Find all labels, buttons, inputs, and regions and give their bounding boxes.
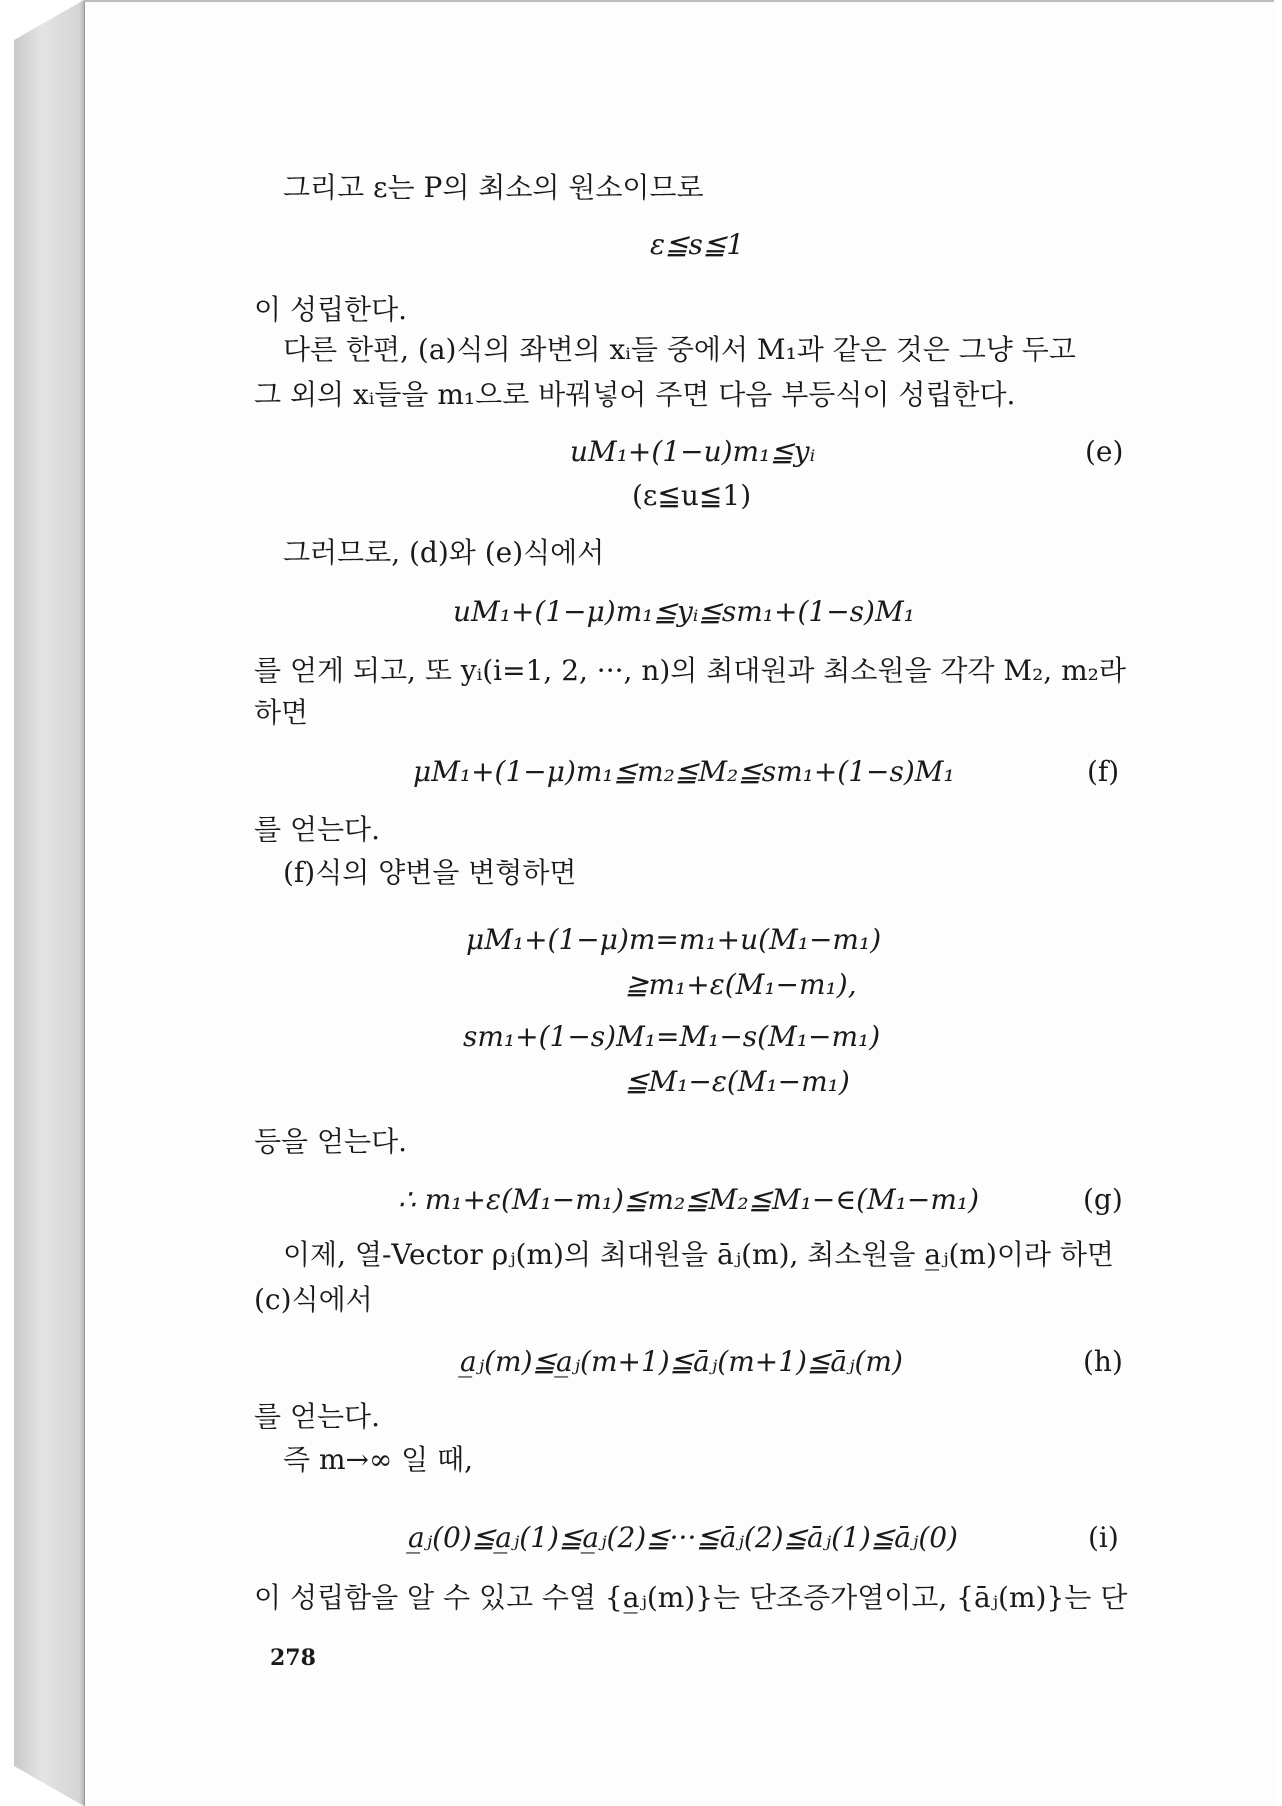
text-line: 이 성립함을 알 수 있고 수열 {a̲ⱼ(m)}는 단조증가열이고, {āⱼ(m)}는 단 bbox=[254, 1581, 1128, 1614]
book-spine bbox=[14, 0, 84, 1806]
equation-number: (i) bbox=[1088, 1521, 1119, 1554]
page-top-edge bbox=[84, 0, 1274, 2]
text-line: 다른 한편, (a)식의 좌변의 xᵢ들 중에서 M₁과 같은 것은 그냥 두고 bbox=[283, 333, 1076, 366]
equation: μM₁+(1−μ)m₁≦m₂≦M₂≦sm₁+(1−s)M₁ bbox=[413, 755, 955, 788]
equation-number: (e) bbox=[1085, 435, 1124, 468]
equation-condition: (ε≦u≦1) bbox=[632, 479, 752, 512]
text-line: 이제, 열-Vector ρⱼ(m)의 최대원을 āⱼ(m), 최소원을 a̲ⱼ(m)이라 하면 bbox=[283, 1238, 1114, 1271]
text-line: 이 성립한다. bbox=[254, 293, 408, 326]
equation-number: (g) bbox=[1083, 1183, 1123, 1216]
text-line: 를 얻는다. bbox=[254, 813, 380, 846]
text-line: 하면 bbox=[254, 696, 309, 729]
equation: uM₁+(1−u)m₁≦yᵢ bbox=[570, 435, 816, 468]
equation: a̲ⱼ(m)≦a̲ⱼ(m+1)≦āⱼ(m+1)≦āⱼ(m) bbox=[460, 1345, 903, 1378]
equation: uM₁+(1−μ)m₁≦yᵢ≦sm₁+(1−s)M₁ bbox=[453, 595, 915, 628]
text-line: 를 얻는다. bbox=[254, 1400, 380, 1433]
equation: ≧m₁+ε(M₁−m₁), bbox=[625, 968, 857, 1001]
text-line: (f)식의 양변을 변형하면 bbox=[283, 856, 577, 889]
text-line: 를 얻게 되고, 또 yᵢ(i=1, 2, ···, n)의 최대원과 최소원을 각각 M₂, m₂라 bbox=[254, 654, 1126, 687]
equation-number: (f) bbox=[1087, 755, 1120, 788]
equation: a̲ⱼ(0)≦a̲ⱼ(1)≦a̲ⱼ(2)≦···≦āⱼ(2)≦āⱼ(1)≦āⱼ(0) bbox=[408, 1521, 958, 1554]
equation-number: (h) bbox=[1083, 1345, 1123, 1378]
equation: ε≦s≦1 bbox=[650, 228, 745, 261]
text-line: 등을 얻는다. bbox=[254, 1125, 408, 1158]
page-number: 278 bbox=[270, 1645, 316, 1671]
equation: ∴ m₁+ε(M₁−m₁)≦m₂≦M₂≦M₁−∈(M₁−m₁) bbox=[398, 1183, 980, 1216]
text-line: (c)식에서 bbox=[254, 1283, 373, 1316]
text-line: 그러므로, (d)와 (e)식에서 bbox=[283, 536, 605, 569]
equation: ≦M₁−ε(M₁−m₁) bbox=[625, 1065, 850, 1098]
text-line: 그리고 ε는 P의 최소의 원소이므로 bbox=[283, 171, 704, 204]
text-line: 그 외의 xᵢ들을 m₁으로 바꿔넣어 주면 다음 부등식이 성립한다. bbox=[254, 378, 1016, 411]
text-line: 즉 m→∞ 일 때, bbox=[283, 1443, 474, 1476]
equation: μM₁+(1−μ)m=m₁+u(M₁−m₁) bbox=[466, 923, 882, 956]
equation: sm₁+(1−s)M₁=M₁−s(M₁−m₁) bbox=[463, 1020, 881, 1053]
